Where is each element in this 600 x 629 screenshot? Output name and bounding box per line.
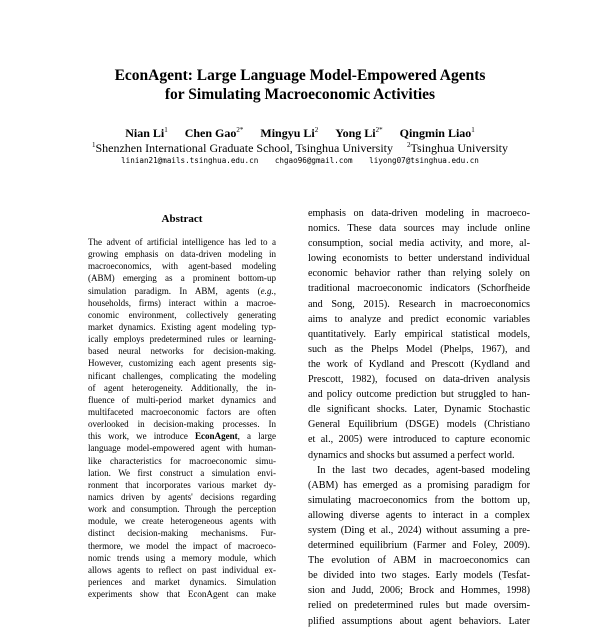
title-line-1: EconAgent: Large Language Model-Empowered Agents xyxy=(114,67,486,84)
text-line: et al., 2005) were introduced to capture economic xyxy=(308,434,530,446)
text-line: (ABM) emerging as a prominent bottom-up xyxy=(88,273,276,284)
text-line: (ABM) has emerged as a promising paradigm for xyxy=(308,479,530,491)
text-line: General Equilibrium (DSGE) models (Christiano xyxy=(308,419,530,431)
text-line: of agent heterogeneity. Additionally, the in- xyxy=(88,382,276,393)
intro-body-text xyxy=(308,206,530,629)
abstract-text xyxy=(88,236,276,600)
text-line: growing emphasis on data-driven modeling in xyxy=(88,249,276,260)
text-line: distinct decision-making mechanisms. Fur- xyxy=(88,528,276,539)
text-line: fluence of multi-period market dynamics and xyxy=(88,394,276,405)
text-line: be divided into two stages. Early models (Tesfat- xyxy=(308,570,530,582)
text-line: The evolution of ABM in macroeconomics can xyxy=(308,555,530,567)
text-line: emphasis on data-driven modeling in macroeco- xyxy=(308,208,530,219)
text-line: namics driven by agents' decisions regarding xyxy=(88,491,276,502)
affiliation-1: Shenzhen International Graduate School, Tsinghua University xyxy=(95,141,394,155)
text-line: dynamics and shocks but assumed a perfect world. xyxy=(308,449,515,461)
paper-title xyxy=(0,66,600,104)
text-line: relied on predetermined rules but made oversim- xyxy=(308,600,530,612)
text-line: lowing economists to better understand individual xyxy=(308,253,530,265)
text-line: economic behavior rather than relying solely on xyxy=(308,268,530,280)
email-list xyxy=(0,156,600,166)
text-line: module, we create heterogeneous agents with xyxy=(88,516,276,527)
author: Qingmin Liao$^1$ xyxy=(399,126,475,140)
text-line: experiments show that EconAgent can make xyxy=(88,589,276,600)
text-line: households, firms) interact within a macroe- xyxy=(88,297,276,308)
text-line: market dynamics. Existing agent modeling typ- xyxy=(88,321,276,332)
text-line: allowing diverse agents to interact in a complex xyxy=(308,509,530,521)
text-line: this work, we introduce EconAgent, a large xyxy=(88,431,277,442)
text-line: The advent of artificial intelligence has led to a xyxy=(88,237,276,247)
author: Yong $Li^{2*}$ xyxy=(335,126,383,140)
text-line: work and consumption. Through the perception xyxy=(88,504,276,515)
affiliations: $^1$Shenzhen International Graduate School, Tsinghua University $^2$Tsinghua University xyxy=(91,141,509,155)
text-line: traditional macroeconomic indicators (Schorfheide xyxy=(308,283,530,295)
text-line: periences and market dynamics. Simulation xyxy=(88,576,276,587)
text-line: nificant challenges, complicating the modeling xyxy=(88,370,276,381)
text-line: However, customizing each agent presents sig- xyxy=(88,358,276,369)
email: liyong07@tsinghua.edu.cn xyxy=(369,156,479,165)
text-line: language model-empowered agent with human- xyxy=(88,443,276,454)
text-line: the work of Kydland and Prescott (Kydland and xyxy=(308,358,530,370)
text-line: ically employs predetermined rules or learning- xyxy=(88,334,276,345)
text-line: allows agents to reflect on past individual ex- xyxy=(88,564,276,575)
text-line: quantitatively. Early empirical statistical models, xyxy=(308,328,530,340)
text-line: and Song, 2015). Research in macroeconomics xyxy=(308,298,530,310)
text-line: system (Ding et al., 2024) without assuming a pre- xyxy=(308,524,530,536)
author: Chen Gao$^{2*}$ xyxy=(184,126,244,140)
abstract-heading: Abstract xyxy=(161,213,203,225)
text-line: nomic trends using a memory module, which xyxy=(88,552,276,563)
text-line: nomics. These data sources may include online xyxy=(308,223,530,235)
text-line: lation. We first construct a simulation envi- xyxy=(88,467,276,478)
text-line: thermore, we model the impact of macroeco- xyxy=(88,540,276,551)
author: Nian Li$^1$ xyxy=(125,126,168,140)
text-line: simulation paradigm. In ABM, agents (e.g., xyxy=(88,285,276,296)
text-line: and policy outcome prediction but struggled to han- xyxy=(308,389,530,401)
text-line: like characteristics for macroeconomic simu- xyxy=(88,455,276,466)
text-line: multifaceted macroeconomic factors are often xyxy=(88,406,276,417)
text-line: plified assumptions about agent behaviors. Later xyxy=(308,615,530,627)
text-line: overlooked in decision-making processes. In xyxy=(88,419,276,430)
text-line: simulating macroeconomics from the bottom up, xyxy=(308,494,530,506)
text-line: In the last two decades, agent-based modeling xyxy=(317,464,530,476)
text-line: ronment that incorporates various market dy- xyxy=(88,479,276,490)
text-line: aims to analyze and predict economic variables xyxy=(308,313,530,325)
text-line: determined equilibrium (Farmer and Foley, 2009). xyxy=(308,540,530,552)
text-line: sion and Judd, 2006; Brock and Hommes, 1998) xyxy=(308,585,530,597)
text-line: consumption, social media activity, and more, al- xyxy=(308,238,530,250)
email: linian21@mails.tsinghua.edu.cn xyxy=(121,156,259,165)
author: Mingyu Li$^2$ xyxy=(260,126,319,140)
affiliation-2: Tsinghua University xyxy=(410,141,509,155)
email: chgao96@gmail.com xyxy=(274,156,353,165)
text-line: such as the Phelps Model (Phelps, 1967), and xyxy=(308,343,530,355)
text-line: dle significant shocks. Later, Dynamic Stochastic xyxy=(308,404,530,416)
text-line: Prescott, 1982), focused on data-driven analysis xyxy=(308,374,530,386)
title-line-2: for Simulating Macroeconomic Activities xyxy=(164,86,436,103)
text-line: conomic environment, collectively generating xyxy=(88,309,276,320)
text-line: based neural networks for decision-making. xyxy=(88,346,276,357)
text-line: macroeconomics, with agent-based modeling xyxy=(88,261,276,272)
